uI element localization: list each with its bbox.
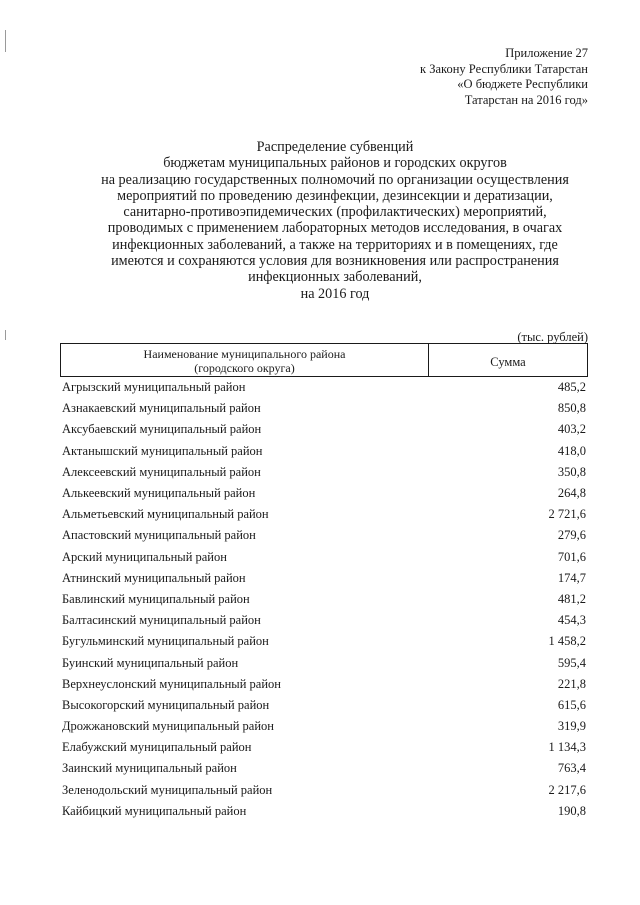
appendix-line: Татарстан на 2016 год»	[464, 92, 588, 107]
row-name: Атнинский муниципальный район	[62, 570, 246, 585]
title-line: на 2016 год	[300, 285, 370, 302]
row-sum: 403,2	[557, 422, 586, 437]
row-sum: 454,3	[557, 613, 586, 628]
row-sum: 2 217,6	[548, 782, 586, 797]
table-body	[60, 377, 588, 822]
units-note: (тыс. рублей)	[517, 330, 588, 344]
title-line: имеются и сохраняются условия для возникновения или распространения	[111, 253, 559, 270]
title-line: Распределение субвенций	[256, 139, 414, 155]
table-row	[60, 398, 588, 419]
table-row	[60, 631, 588, 652]
scan-margin-mark	[5, 30, 6, 52]
table-row	[60, 462, 588, 483]
row-name: Дрожжановский муниципальный район	[62, 719, 274, 734]
header-sum-cell: Сумма	[490, 355, 526, 369]
title-line: инфекционных заболеваний, а также на территориях и в помещениях, где	[112, 236, 558, 253]
row-name: Заинский муниципальный район	[62, 761, 237, 776]
table-row	[60, 525, 588, 546]
subsidy-table	[60, 343, 588, 822]
table-row	[60, 610, 588, 631]
table-row	[60, 568, 588, 589]
row-sum: 279,6	[557, 528, 586, 543]
table-row	[60, 652, 588, 673]
row-name: Азнакаевский муниципальный район	[62, 401, 261, 416]
table-row	[60, 801, 588, 822]
row-sum: 264,8	[557, 486, 586, 501]
table-row	[60, 504, 588, 525]
table-row	[60, 716, 588, 737]
row-name: Елабужский муниципальный район	[62, 740, 252, 755]
table-row	[60, 483, 588, 504]
row-sum: 615,6	[557, 697, 586, 712]
title-line: инфекционных заболеваний,	[248, 269, 422, 286]
row-name: Бугульминский муниципальный район	[62, 634, 269, 649]
row-sum: 174,7	[557, 570, 586, 585]
row-sum: 2 721,6	[548, 507, 586, 522]
row-sum: 485,2	[557, 380, 586, 395]
row-name: Арский муниципальный район	[62, 549, 227, 564]
row-name: Алькеевский муниципальный район	[62, 486, 256, 501]
row-name: Аксубаевский муниципальный район	[62, 422, 262, 437]
appendix-line: к Закону Республики Татарстан	[420, 61, 588, 76]
document-title	[60, 139, 610, 302]
row-sum: 221,8	[557, 676, 586, 691]
table-row	[60, 695, 588, 716]
row-sum: 319,9	[557, 719, 586, 734]
table-row	[60, 547, 588, 568]
row-sum: 595,4	[557, 655, 586, 670]
title-line: бюджетам муниципальных районов и городских округов	[163, 155, 507, 172]
row-sum: 418,0	[557, 443, 586, 458]
row-name: Альметьевский муниципальный район	[62, 507, 269, 522]
appendix-line: «О бюджете Республики	[457, 77, 588, 91]
table-header	[60, 343, 588, 377]
table-row	[60, 377, 588, 398]
table-row	[60, 589, 588, 610]
row-name: Актанышский муниципальный район	[62, 443, 263, 458]
row-sum: 481,2	[557, 591, 586, 606]
title-line: мероприятий по проведению дезинфекции, дезинсекции и дератизации,	[117, 187, 553, 204]
title-line: на реализацию государственных полномочий по организации осуществления	[101, 171, 569, 188]
table-row	[60, 419, 588, 440]
row-name: Балтасинский муниципальный район	[62, 613, 261, 628]
table-row	[60, 758, 588, 779]
table-row	[60, 737, 588, 758]
row-name: Бавлинский муниципальный район	[62, 591, 250, 606]
row-name: Зеленодольский муниципальный район	[62, 782, 273, 797]
row-sum: 701,6	[557, 549, 586, 564]
row-name: Алексеевский муниципальный район	[62, 464, 261, 479]
row-sum: 190,8	[557, 803, 586, 818]
title-line: проводимых с применением лабораторных методов исследования, в очагах	[107, 220, 563, 237]
header-name-line: (городского округа)	[194, 361, 295, 375]
row-sum: 350,8	[557, 464, 586, 479]
row-name: Высокогорский муниципальный район	[62, 697, 270, 712]
appendix-line: Приложение 27	[505, 46, 588, 60]
scan-margin-mark	[5, 330, 6, 340]
title-line: санитарно-противоэпидемических (профилактических) мероприятий,	[123, 204, 547, 221]
appendix-reference	[420, 46, 588, 108]
table-row	[60, 780, 588, 801]
row-sum: 763,4	[557, 761, 586, 776]
row-sum: 850,8	[557, 401, 586, 416]
row-name: Апастовский муниципальный район	[62, 528, 256, 543]
row-name: Агрызский муниципальный район	[62, 380, 246, 395]
header-name-cell	[61, 344, 429, 376]
table-row	[60, 441, 588, 462]
row-name: Верхнеуслонский муниципальный район	[62, 676, 281, 691]
row-sum: 1 134,3	[548, 740, 586, 755]
row-name: Кайбицкий муниципальный район	[62, 803, 247, 818]
row-name: Буинский муниципальный район	[62, 655, 239, 670]
row-sum: 1 458,2	[548, 634, 586, 649]
table-row	[60, 674, 588, 695]
header-name-line: Наименование муниципального района	[143, 347, 346, 361]
